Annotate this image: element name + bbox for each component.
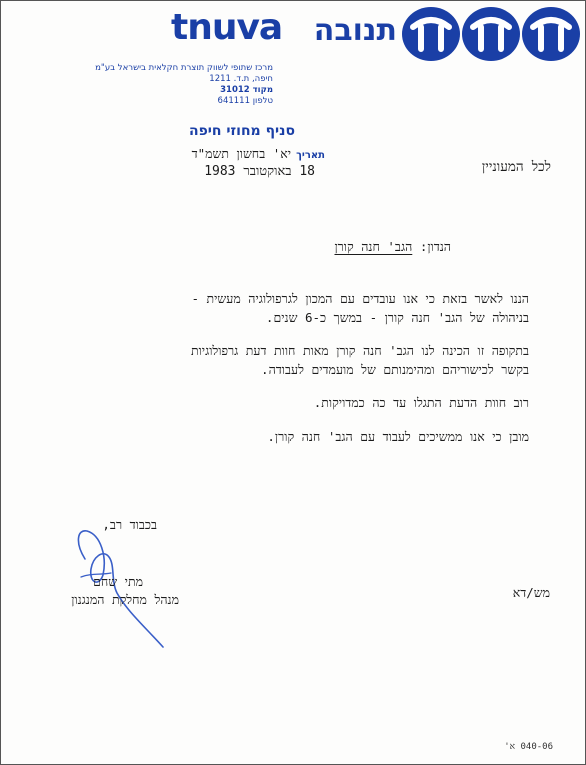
letterhead-line: מקוד 31012	[220, 85, 273, 95]
reference-code: מש/דא	[512, 585, 550, 600]
addressee: לכל המעוניין	[481, 159, 551, 175]
signer-name: מתי שחם	[93, 574, 143, 589]
subject-line	[334, 239, 451, 255]
letterhead-line: חיפה, ת.ד. 1211	[209, 74, 273, 84]
gregorian-date: 18 באוקטובר 1983	[204, 164, 315, 179]
branch-name: סניף מחוזי חיפה	[188, 123, 295, 139]
paragraph-2-line-2: בקשר לכישוריהם ומהימנותם של מועמדים לעבודה.	[261, 362, 529, 377]
paragraph-3: רוב חוות הדעת התגלו עד כה כמדויקות.	[313, 395, 529, 410]
paragraph-4: מובן כי אנו ממשיכים לעבוד עם הגב' חנה קורן.	[267, 429, 529, 444]
hebrew-date: יא' בחשון תשמ"ד	[191, 146, 292, 161]
signer-title: מנהל מחלקת המנגנון	[71, 592, 179, 607]
subject-label: הנדון:	[419, 239, 451, 254]
paragraph-1-line-2: בניהולה של הגב' חנה קורן - במשך כ-6 שנים.	[265, 310, 529, 325]
form-code: 040-06 א'	[504, 742, 553, 752]
brand-latin: tnuva	[171, 7, 283, 48]
tnuva-logo-icon	[401, 5, 581, 63]
letterhead-line: טלפון 641111	[217, 96, 273, 106]
brand-hebrew: תנובה	[313, 13, 397, 48]
date-label: תאריך	[296, 150, 325, 161]
subject: הגב' חנה קורן	[334, 239, 413, 254]
closing: בכבוד רב,	[102, 517, 157, 532]
letterhead-address	[53, 63, 273, 107]
paragraph-2-line-1: בתקופה זו הכינה לנו הגב' חנה קורן מאות חוות דעת גרפולוגיות	[190, 343, 529, 358]
letterhead-line: מרכז שתופי לשווק תוצרת חקלאית בישראל בע"מ	[95, 63, 273, 73]
hebrew-date-line	[192, 143, 325, 162]
paragraph-1-line-1: הננו לאשר בזאת כי אנו עובדים עם המכון לגרפולוגיה מעשית -	[191, 291, 529, 306]
